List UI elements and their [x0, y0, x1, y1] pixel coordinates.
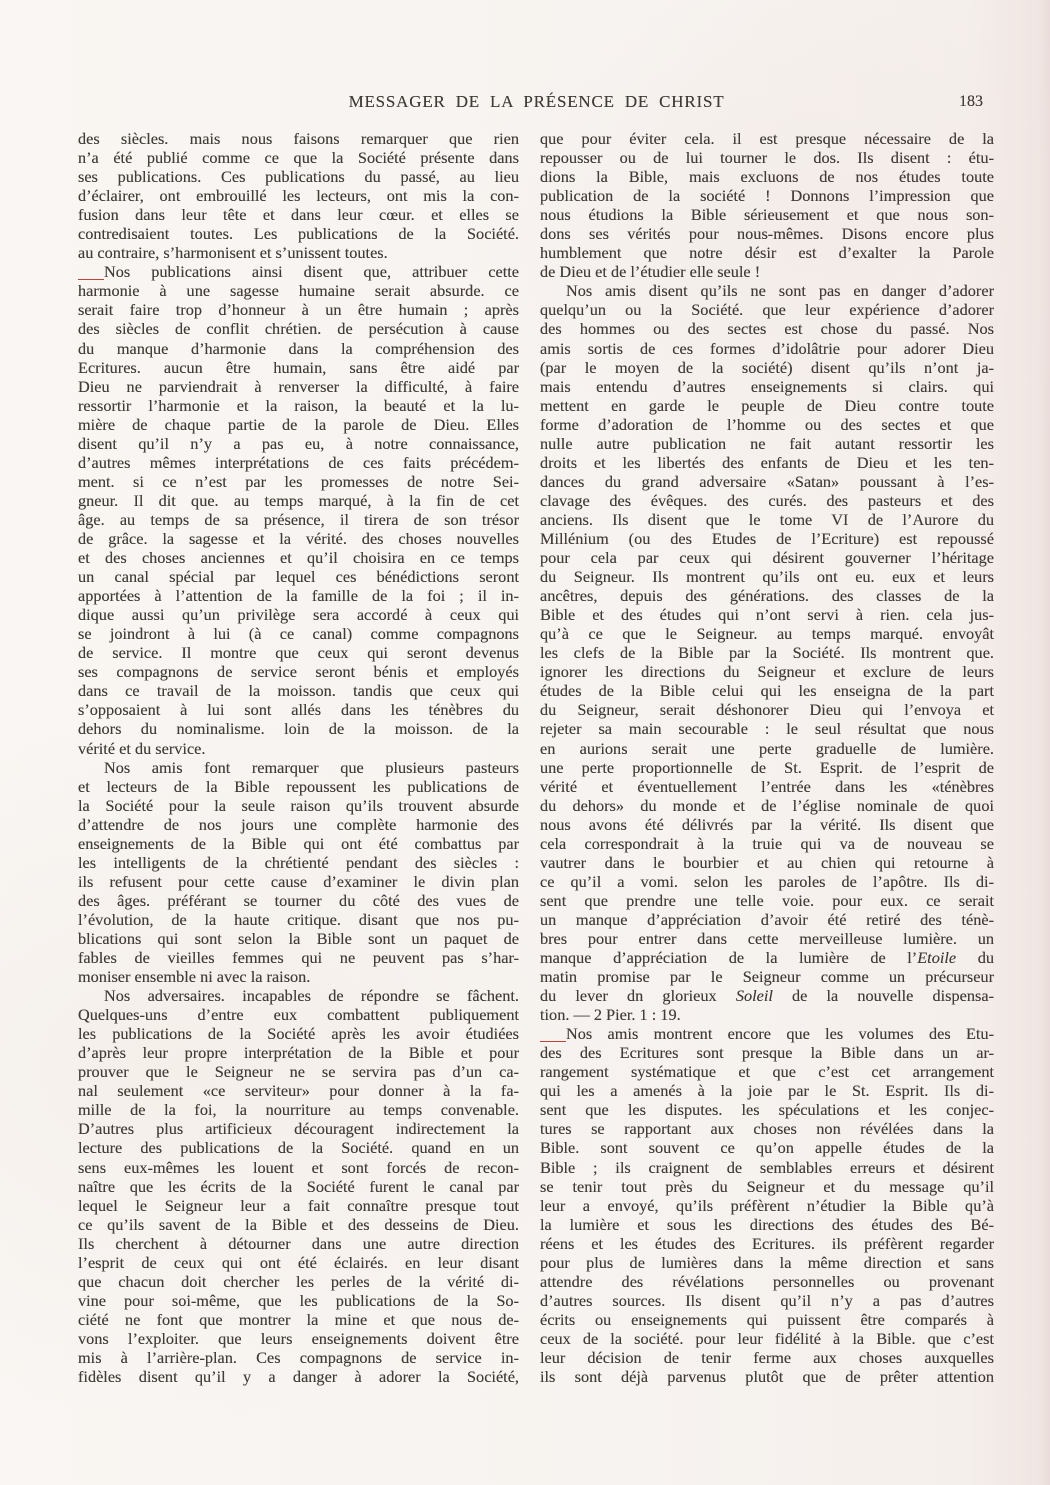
body-text: anciens. Ils disent que le tome VI de l’Aurore du [540, 509, 994, 529]
text-line [78, 1253, 519, 1272]
body-text: moniser ensemble ni avec la raison. [78, 967, 311, 987]
body-text: publication de la société ! Donnons l’impression que [540, 186, 994, 206]
body-text: vine pour soi-même, que les publications de la So- [78, 1290, 519, 1310]
text-line [78, 1005, 519, 1024]
text-line [540, 529, 994, 548]
text-line [78, 167, 519, 186]
text-line [78, 777, 519, 796]
body-text: d’après leur propre interprétation de la Bible et pour [78, 1043, 519, 1063]
text-line [78, 1100, 519, 1119]
body-text: lecture des publications de la Société. quand en un [78, 1138, 519, 1158]
text-line [78, 1119, 519, 1138]
text-line [78, 224, 519, 243]
body-text: tures se rapportant aux choses non révélées dans la [540, 1119, 994, 1139]
body-text: vérité et éventuellement l’entrée dans les «ténèbres [540, 776, 994, 796]
body-text: n’a été publié comme ce que la Société présente dans [78, 148, 519, 168]
text-line [540, 1253, 994, 1272]
text-line [78, 434, 519, 453]
body-text: des hommes ou des sectes est chose du passé. Nos [540, 319, 994, 339]
text-line [78, 853, 519, 872]
italic-text: Etoile [917, 948, 957, 968]
text-line [540, 224, 994, 243]
text-line [540, 1291, 994, 1310]
text-line [78, 796, 519, 815]
text-line [540, 377, 994, 396]
body-text: pour plus de lumières dans la même direction et sans [540, 1252, 994, 1272]
text-line [540, 586, 994, 605]
text-line [540, 1367, 994, 1386]
text-line [78, 586, 519, 605]
body-text: des siècles. mais nous faisons remarquer que rien [78, 129, 519, 148]
text-line [540, 719, 994, 738]
body-text: ses publications. Ces publications du passé, au lieu [78, 167, 519, 187]
text-line [540, 396, 994, 415]
text-line [540, 472, 994, 491]
body-text: réens et les études des Ecritures. ils préfèrent regarder [540, 1233, 994, 1253]
text-line [78, 1177, 519, 1196]
body-text: repousser ou de lui tourner le dos. Ils disent : étu- [540, 148, 994, 168]
body-text: ignorer les directions du Seigneur et exclure de leurs [540, 662, 994, 682]
body-text: rejeter sa main secourable : le seul résultat que nous [540, 719, 994, 739]
body-text: clavage des évêques. des curés. des pasteurs et des [540, 490, 994, 510]
body-text: que chacun doit chercher les perles de la vérité di- [78, 1271, 519, 1291]
underlined-text: de service. [78, 643, 163, 663]
text-line [540, 1177, 994, 1196]
text-line [540, 243, 994, 262]
text-line [78, 1043, 519, 1062]
text-line [78, 1215, 519, 1234]
body-text: ancêtres, depuis des générations. des classes de la [540, 586, 994, 606]
underlined-text: âge. au temps de sa présence, il tirera de son trésor [78, 509, 519, 529]
text-line [78, 415, 519, 434]
text-line [78, 967, 519, 986]
text-line [78, 377, 519, 396]
text-line [540, 643, 994, 662]
body-text: prouver que le Seigneur ne se servira pas d’un ca- [78, 1062, 519, 1082]
text-line [78, 681, 519, 700]
body-text: la Société pour la seule raison qu’ils trouvent absurde [78, 795, 519, 815]
text-line [78, 948, 519, 967]
text-line [78, 396, 519, 415]
text-line [78, 929, 519, 948]
body-text: attendre des révélations personnelles ou provenant [540, 1271, 994, 1291]
text-line [540, 319, 994, 338]
body-text: de la nouvelle dispensa- [772, 986, 994, 1006]
page-header [78, 92, 995, 114]
text-line [78, 1196, 519, 1215]
body-text: (par le moyen de la société) disent qu’ils n’ont ja- [540, 357, 994, 377]
body-text: dions la Bible, mais excluons de nos études toute [540, 167, 994, 187]
body-text: ses compagnons de service seront bénis et employés [78, 662, 519, 682]
text-line [540, 1062, 994, 1081]
text-line [540, 434, 994, 453]
body-text: du Seigneur. Ils montrent qu’ils ont eu. eux et leurs [540, 567, 994, 587]
body-text: dehors du nominalisme. loin de la moisson. de la [78, 719, 519, 739]
body-text: vons l’exploiter. que leurs enseignements doivent être [78, 1328, 519, 1348]
body-text: ils sont déjà parvenus plutôt que de prêter attention [540, 1367, 994, 1387]
underlined-text: serait faire trop d’honneur à un être humain ; après [78, 300, 519, 320]
body-text: contredisaient toutes. Les publications de la Société. [78, 224, 519, 244]
text-line [540, 662, 994, 681]
body-text: nal seulement «ce serviteur» pour donner à la fa- [78, 1081, 519, 1101]
body-text: D’autres plus artificieux découragent indirectement la [78, 1119, 519, 1139]
text-line [78, 1272, 519, 1291]
body-text: vautrer dans le bourbier et au chien qui retourne à [540, 852, 994, 872]
underlined-text: ressortir l’harmonie et la raison, la beauté et la lu- [78, 395, 519, 415]
body-text: nous étudions la Bible sérieusement et que nous son- [540, 205, 994, 225]
text-line [540, 1100, 994, 1119]
text-line [540, 681, 994, 700]
body-text: d’éclairer, ont embrouillé les lecteurs, ont mis la con- [78, 186, 519, 206]
text-line [540, 281, 994, 300]
body-text: droits et les libertés des enfants de Dieu et les ten- [540, 452, 994, 472]
body-text: humblement que notre désir est d’exalter la Parole [540, 243, 994, 263]
body-text: nous avons été délivrés par la vérité. Ils disent que [540, 814, 994, 834]
underlined-text: des des Ecritures sont presque la Bible dans un ar- [540, 1043, 994, 1063]
body-text: enseignements de la Bible qui ont été combattus par [78, 833, 519, 853]
body-text: ceux de la société. pour leur fidélité à la Bible. que c’est [540, 1328, 994, 1348]
text-line [78, 472, 519, 491]
text-line [78, 262, 519, 281]
underlined-text: de grâce. la sagesse et la vérité. des choses nouvelles [78, 528, 519, 548]
text-line [540, 834, 994, 853]
text-line [540, 815, 994, 834]
body-text: fidèles disent qu’il y a danger à adorer la Société, [78, 1367, 519, 1387]
text-line [540, 872, 994, 891]
body-text: mettent en garde le peuple de Dieu contre toute [540, 395, 994, 415]
text-line [78, 281, 519, 300]
body-text: cela correspondrait à la truie qui va de nouveau se [540, 833, 994, 853]
text-line [540, 986, 994, 1005]
body-text: ce qu’ils savent de la Bible et des desseins de Dieu. [78, 1214, 519, 1234]
body-text: Nos adversaires. incapables de répondre se fâchent. [104, 986, 519, 1006]
underlined-text: gneur. Il dit que. au temps marqué, à la fin de cet [78, 490, 519, 510]
body-text: se tenir tout près du Seigneur et du message qu’il [540, 1176, 994, 1196]
body-text: bres pour entrer dans cette merveilleuse lumière. un [540, 928, 994, 948]
body-text: Ils cherchent à détourner dans une autre direction [78, 1233, 519, 1253]
text-line [540, 1234, 994, 1253]
text-line [78, 319, 519, 338]
body-text: quelqu’un ou la Société. que leur expérience d’adorer [540, 300, 994, 320]
text-line [540, 339, 994, 358]
underlined-text: Nos amis montrent encore que les volumes des Etu- [566, 1024, 994, 1044]
underlined-text: des siècles de conflit chrétien. de persécution à cause [78, 319, 519, 339]
body-text: du lever dn glorieux [540, 986, 736, 1006]
underlined-text: d’autres mêmes interprétations de ces faits précédem- [78, 452, 519, 472]
text-line [540, 605, 994, 624]
underlined-text: dique aussi qu’un privilège sera accordé à ceux qui [78, 605, 519, 625]
text-line [78, 186, 519, 205]
text-line [540, 567, 994, 586]
text-line [78, 1024, 519, 1043]
text-line [540, 758, 994, 777]
text-line [540, 1310, 994, 1329]
text-line [78, 205, 519, 224]
body-text: Nos amis disent qu’ils ne sont pas en danger d’adorer [566, 281, 994, 301]
body-text: ce qu’il a vomi. selon les paroles de l’apôtre. Ils di- [540, 871, 994, 891]
text-line [540, 1119, 994, 1138]
text-line [540, 186, 994, 205]
body-text: l’évolution, de la haute critique. disant que nos pu- [78, 909, 519, 929]
text-line [540, 1348, 994, 1367]
body-text: matin promise par le Seigneur comme un précurseur [540, 967, 994, 987]
text-line [540, 205, 994, 224]
text-line [540, 510, 994, 529]
underlined-text: disent qu’il n’y a pas eu, à notre connaissance, [78, 433, 519, 453]
body-text: vérité et du service. [78, 738, 206, 758]
text-line [540, 1138, 994, 1157]
text-line [540, 739, 994, 758]
text-line [78, 1310, 519, 1329]
text-line [78, 719, 519, 738]
text-line [78, 129, 519, 148]
body-text: mais entendu d’autres enseignements si clairs. qui [540, 376, 994, 396]
body-text: que pour éviter cela. il est presque nécessaire de la [540, 129, 994, 148]
body-text: d’autres sources. Ils disent qu’il n’y a pas d’autres [540, 1290, 994, 1310]
underlined-text: un canal spécial par lequel ces bénédictions seront [78, 567, 519, 587]
body-text: écrits ou enseignements qui puissent être comparés à [540, 1309, 994, 1329]
text-line [78, 548, 519, 567]
text-line [78, 910, 519, 929]
text-line [78, 339, 519, 358]
page-number: 183 [959, 93, 983, 110]
body-text: manque d’appréciation de la lumière de l’ [540, 948, 918, 968]
underlined-text: se joindront à lui (à ce canal) comme compagnons [78, 624, 519, 644]
text-line [78, 1158, 519, 1177]
text-line [78, 1329, 519, 1348]
text-line [78, 1367, 519, 1386]
text-line [540, 1081, 994, 1100]
body-text: naître que les écrits de la Société furent le canal par [78, 1176, 519, 1196]
text-line [540, 415, 994, 434]
body-text: dons ses vérités pour nous-mêmes. Disons encore plus [540, 224, 994, 244]
text-line [78, 739, 519, 758]
text-line [540, 853, 994, 872]
body-text: pour cela par ceux qui désirent gouverner l’héritage [540, 548, 994, 568]
text-line [78, 834, 519, 853]
body-text: lequel le Seigneur leur a fait connaître presque tout [78, 1195, 519, 1215]
text-line [540, 167, 994, 186]
text-line [78, 605, 519, 624]
body-text: des âges. préférant se tourner du côté des vues de [78, 890, 519, 910]
body-text: forme d’adoration de l’homme ou des sectes et que [540, 414, 994, 434]
body-text: du [956, 948, 994, 968]
text-line [540, 453, 994, 472]
body-text: du Seigneur, serait déshonorer Dieu qui l’envoya et [540, 700, 994, 720]
body-text: Bible. sont souvent ce qu’on appelle études de la [540, 1138, 994, 1158]
text-line [78, 891, 519, 910]
underlined-text: Ecritures. aucun être humain, sans être aidé par [78, 357, 519, 377]
text-line [78, 758, 519, 777]
text-line [540, 1005, 994, 1024]
text-line [78, 1081, 519, 1100]
text-line [78, 148, 519, 167]
body-text: dans ce travail de la moisson. tandis que ceux qui [78, 681, 519, 701]
text-line [78, 624, 519, 643]
text-line [540, 796, 994, 815]
body-text: leur a envoyé, qu’ils préfèrent n’étudier la Bible qu’à [540, 1195, 994, 1215]
body-text: amis sortis de ces formes d’idolâtrie pour adorer Dieu [540, 338, 994, 358]
body-text: au contraire, s’harmonisent et s’unissent toutes. [78, 243, 388, 263]
body-text: ils refusent pour cette cause d’examiner le divin plan [78, 871, 519, 891]
body-text: blications qui sont selon la Bible sont un paquet de [78, 928, 519, 948]
body-text: du dehors» du monde et de l’église nominale de quoi [540, 795, 994, 815]
text-line [540, 1043, 994, 1062]
body-text: l’esprit de ceux qui ont été éclairés. en leur disant [78, 1252, 519, 1272]
body-text: tion. — 2 Pier. 1 : 19. [540, 1005, 681, 1025]
body-text: et lecteurs de la Bible repoussent les publications de [78, 776, 519, 796]
body-text: mille de la foi, la nourriture au temps convenable. [78, 1100, 519, 1120]
text-line [540, 129, 994, 148]
body-text: Millénium (ou des Etudes de l’Ecriture) est repoussé [540, 528, 994, 548]
body-text: Quelques-uns d’entre eux combattent publiquement [78, 1005, 519, 1025]
text-line [540, 624, 994, 643]
underlined-text: et des choses anciennes et qu’il choisira en ce temps [78, 548, 519, 568]
text-line [540, 700, 994, 719]
body-text: sent que les disputes. les spéculations et les conjec- [540, 1100, 994, 1120]
text-line [78, 986, 519, 1005]
body-text: sent que prendre une telle voie. pour eux. ce serait [540, 890, 994, 910]
underlined-text: mière de chaque partie de la parole de Dieu. Elles [78, 414, 519, 434]
body-text: de Dieu et de l’étudier elle seule ! [540, 262, 761, 282]
text-line [540, 1272, 994, 1291]
body-text: une perte proportionnelle de St. Esprit. de l’esprit de [540, 757, 994, 777]
text-line [540, 967, 994, 986]
text-line [540, 1024, 994, 1043]
body-text: fables de vieilles femmes qui ne peuvent pas s’har- [78, 948, 519, 968]
text-line [540, 548, 994, 567]
text-line [78, 662, 519, 681]
text-line [78, 643, 519, 662]
body-text: fusion dans leur tête et dans leur cœur. et elles se [78, 205, 519, 225]
underlined-text: rangement systématique et que c’est cet arrangement [540, 1062, 994, 1082]
text-line [540, 358, 994, 377]
underlined-text: Dieu ne parviendrait à renverser la difficulté, à faire [78, 376, 519, 396]
text-line [540, 948, 994, 967]
text-line [540, 1215, 994, 1234]
text-line [78, 1062, 519, 1081]
text-line [540, 1329, 994, 1348]
body-text: les publications de la Société après les avoir étudiées [78, 1024, 519, 1044]
text-line [78, 1234, 519, 1253]
underlined-text: qui les a amenés à la joie par le St. Esprit. [540, 1081, 929, 1101]
underlined-text: harmonie à une sagesse humaine serait absurde. ce [78, 281, 519, 301]
body-text: s’opposaient à lui sont allés dans les ténèbres du [78, 700, 519, 720]
left-column [78, 129, 519, 1386]
text-line [78, 453, 519, 472]
text-line [78, 815, 519, 834]
text-line [78, 567, 519, 586]
underlined-text: apportées à l’attention de la famille de la foi ; il in- [78, 586, 519, 606]
body-text: Bible ; ils craignent de semblables erreurs et désirent [540, 1157, 994, 1177]
text-line [78, 1348, 519, 1367]
text-line [78, 300, 519, 319]
text-line [78, 529, 519, 548]
right-column [540, 129, 994, 1386]
underlined-text: du manque d’harmonie dans la compréhension des [78, 338, 519, 358]
text-line [540, 300, 994, 319]
body-text: les intelligents de la chrétienté pendant des siècles : [78, 852, 519, 872]
text-line [78, 872, 519, 891]
text-line [78, 510, 519, 529]
text-line [540, 910, 994, 929]
text-line [78, 700, 519, 719]
text-line [540, 777, 994, 796]
body-text: leur décision de tenir ferme aux choses auxquelles [540, 1348, 994, 1367]
body-text: nulle autre publication ne fait autant ressortir les [540, 433, 994, 453]
text-line [540, 1196, 994, 1215]
text-line [540, 262, 994, 281]
text-line [78, 1291, 519, 1310]
body-text: Il montre que ceux qui seront devenus [162, 643, 519, 663]
italic-text: Soleil [735, 986, 773, 1006]
text-line [540, 491, 994, 510]
text-line [540, 148, 994, 167]
body-text: d’attendre de nos jours une complète harmonie des [78, 814, 519, 834]
underlined-text: ment. si ce n’est par les promesses de notre Sei- [78, 471, 519, 491]
body-text: dances du grand adversaire «Satan» poussant à l’es- [540, 471, 994, 491]
body-text: sens eux-mêmes les louent et sont forcés de recon- [78, 1157, 519, 1177]
body-text: ciété ne font que montrer la mine et que nous de- [78, 1309, 519, 1329]
body-text: Bible et des études qui n’ont servi à rien. cela jus- [540, 605, 994, 625]
underlined-text: Nos publications ainsi disent que, attribuer cette [104, 262, 519, 282]
body-text: Nos amis font remarquer que plusieurs pasteurs [104, 757, 519, 777]
text-line [78, 243, 519, 262]
body-text: études de la Bible celui qui les enseigna de la part [540, 681, 994, 701]
journal-title: MESSAGER DE LA PRÉSENCE DE CHRIST [348, 92, 725, 111]
body-text: les clefs de la Bible par la Société. Ils montrent que. [540, 643, 994, 663]
text-line [78, 358, 519, 377]
body-text: la lumière et sous les directions des études des Bé- [540, 1214, 994, 1234]
body-text: mis à l’arrière-plan. Ces compagnons de service in- [78, 1348, 519, 1367]
body-text: qu’à ce que le Seigneur. au temps marqué. envoyât [540, 624, 994, 644]
text-line [78, 491, 519, 510]
text-line [540, 1158, 994, 1177]
body-text: un manque d’appréciation d’avoir été retiré des ténè- [540, 909, 994, 929]
text-line [540, 929, 994, 948]
text-line [540, 891, 994, 910]
body-text: en aurions serait une perte graduelle de lumière. [540, 738, 994, 758]
body-text: Ils di- [928, 1081, 994, 1101]
text-line [78, 1138, 519, 1157]
